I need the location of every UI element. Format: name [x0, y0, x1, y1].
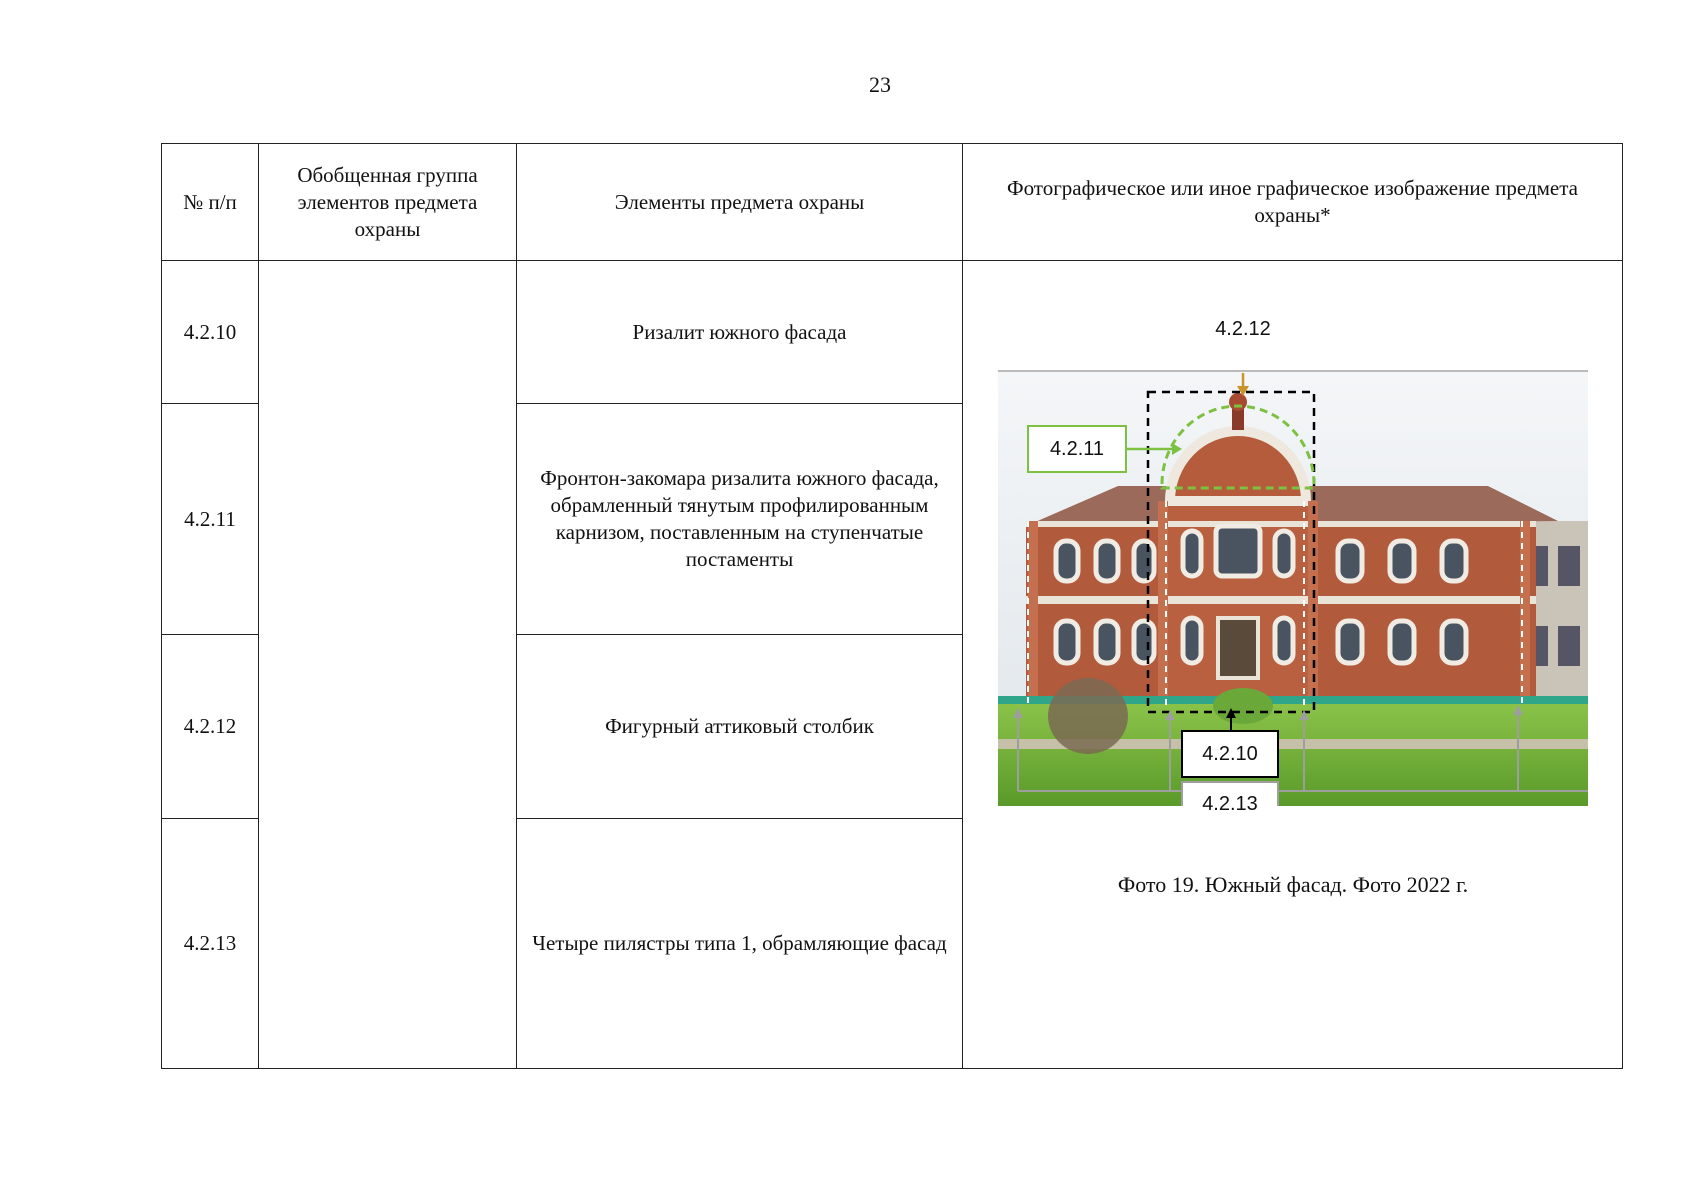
- facade-photo: [998, 318, 1588, 815]
- row-element: Фронтон-закомара ризалита южного фасада, обрамленный тянутым профилированным карнизом, поставленным на ступенчатые постаменты: [517, 404, 963, 635]
- group-cell: [259, 261, 517, 1069]
- callout-4-2-13: 4.2.13: [1202, 793, 1258, 815]
- header-elements: Элементы предмета охраны: [517, 144, 963, 261]
- photo-cell: [963, 261, 1623, 1069]
- row-element: Фигурный аттиковый столбик: [517, 635, 963, 819]
- callout-4-2-11: 4.2.11: [1049, 438, 1105, 460]
- facade-photo-illustration: [998, 356, 1588, 806]
- row-number: 4.2.12: [162, 635, 259, 819]
- row-element: Ризалит южного фасада: [517, 261, 963, 404]
- row-number: 4.2.11: [162, 404, 259, 635]
- header-group: Обобщенная группа элементов предмета охраны: [259, 144, 517, 261]
- header-photo: Фотографическое или иное графическое изображение предмета охраны*: [963, 144, 1623, 261]
- row-number: 4.2.13: [162, 819, 259, 1069]
- row-number: 4.2.10: [162, 261, 259, 404]
- page-number: 23: [869, 72, 891, 97]
- callout-4-2-10: 4.2.10: [1202, 743, 1258, 765]
- header-num: № п/п: [162, 144, 259, 261]
- table-header-row: [162, 144, 1623, 261]
- row-element: Четыре пилястры типа 1, обрамляющие фасад: [517, 819, 963, 1069]
- photo-caption: Фото 19. Южный фасад. Фото 2022 г.: [1117, 872, 1469, 897]
- table-row: [162, 261, 1623, 404]
- protection-elements-table: [161, 143, 1623, 1069]
- callout-4-2-12: 4.2.12: [1215, 318, 1271, 340]
